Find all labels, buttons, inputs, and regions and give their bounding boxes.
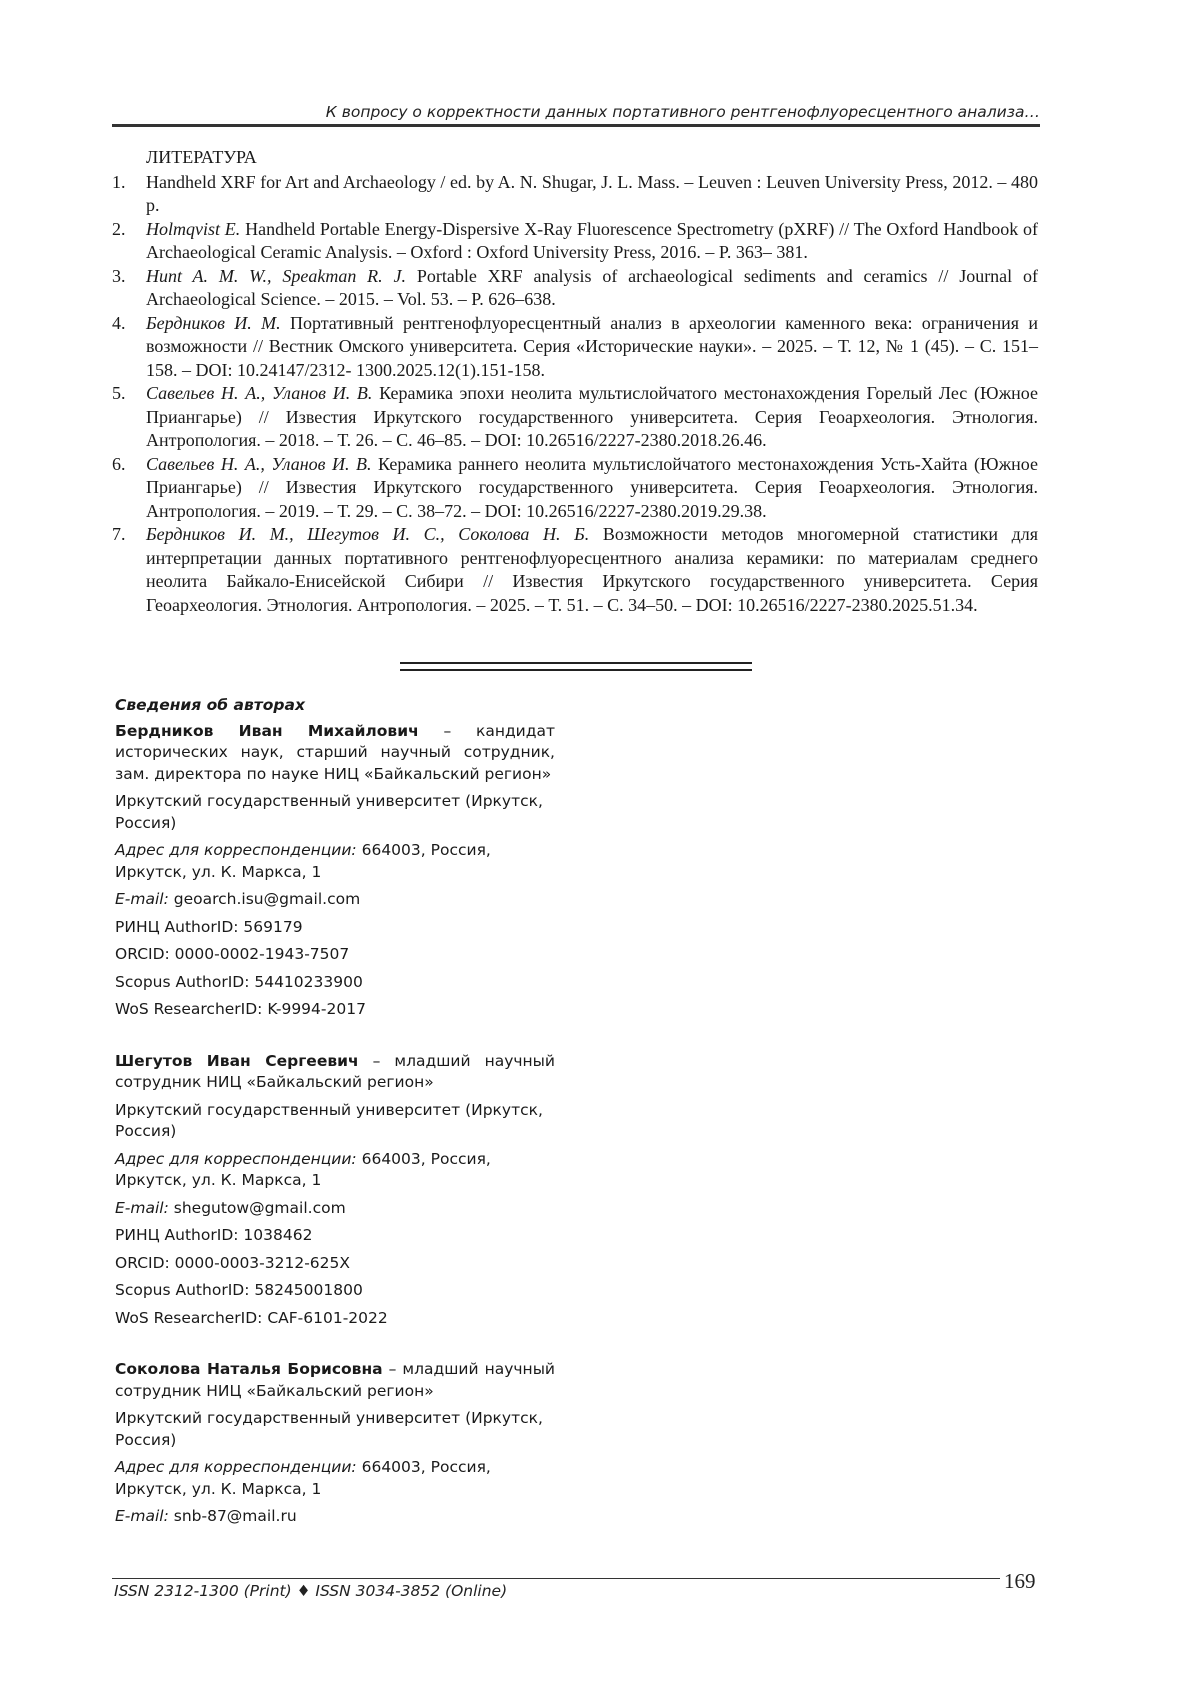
reference-text <box>146 382 1038 453</box>
reference-text <box>146 218 1038 265</box>
reference-details: Портативный рентгенофлуоресцентный анализ в археологии каменного века: ограничения и возможности // Вестник Омского университета. Серия «Исторические науки». – 2025. – Т. 12, № 1 (45). – С. 151–158. – DOI: 10.24147/2312- 1300.2025.12(1).151-158. <box>146 312 1038 380</box>
reference-details: Portable XRF analysis of archaeological sediments and ceramics // Journal of Archaeological Science. – 2015. – Vol. 53. – P. 626–638. <box>146 265 1039 309</box>
author-wos-id: WoS ResearcherID: CAF-6101-2022 <box>115 1308 388 1327</box>
reference-number: 2. <box>112 218 126 239</box>
reference-authors: Бердников И. М. <box>146 312 281 333</box>
footer-rule <box>112 1578 1000 1579</box>
authors-section <box>115 695 555 1558</box>
author-address <box>115 1149 555 1192</box>
reference-authors: Hunt A. M. W., Speakman R. J. <box>146 265 406 286</box>
author-block <box>115 1051 555 1330</box>
running-header: К вопросу о корректности данных портативного рентгенофлуоресцентного анализа… <box>325 103 1040 121</box>
reference-item <box>112 453 1038 524</box>
address-value: 664003, Россия, Иркутск, ул. К. Маркса, 1 <box>115 841 491 881</box>
author-orcid: ORCID: 0000-0002-1943-7507 <box>115 945 350 963</box>
reference-text <box>146 523 1038 617</box>
author-position: – кандидат исторических наук, старший научный сотрудник, зам. директора по науке НИЦ «Байкальский регион» <box>115 721 555 783</box>
reference-authors: Савельев Н. А., Уланов И. В. <box>146 453 372 474</box>
author-email <box>115 1198 555 1220</box>
reference-text <box>146 453 1038 524</box>
address-label: Адрес для корреспонденции: <box>115 1458 357 1476</box>
author-position: – младший научный сотрудник НИЦ «Байкальский регион» <box>115 1360 556 1400</box>
email-value[interactable]: snb-87@mail.ru <box>168 1507 297 1525</box>
author-position: – младший научный сотрудник НИЦ «Байкальский регион» <box>115 1051 555 1091</box>
reference-text <box>146 265 1038 312</box>
author-rinc-id: РИНЦ AuthorID: 1038462 <box>115 1226 313 1244</box>
reference-number: 5. <box>112 383 126 403</box>
author-name: Соколова Наталья Борисовна <box>115 1360 383 1378</box>
references-section <box>112 146 1038 617</box>
header-rule <box>112 124 1040 127</box>
reference-details: Керамика эпохи неолита мультислойчатого местонахождения Горелый Лес (Южное Приангарье) // Известия Иркутского государственного университета. Серия Геоархеология. Этнология. Антропология. – 2018. – Т. 26. – С. 46–85. – DOI: 10.26516/2227-2380.2018.26.46. <box>146 383 1039 450</box>
address-label: Адрес для корреспонденции: <box>115 841 357 859</box>
author-scopus-id: Scopus AuthorID: 54410233900 <box>115 972 363 991</box>
reference-authors: Holmqvist E. <box>146 218 241 239</box>
section-divider <box>400 662 752 671</box>
reference-item <box>112 218 1038 265</box>
address-value: 664003, Россия, Иркутск, ул. К. Маркса, 1 <box>115 1149 491 1189</box>
author-address <box>115 840 555 883</box>
author-bio <box>115 1051 555 1094</box>
reference-number: 7. <box>112 524 126 544</box>
reference-list <box>112 171 1038 618</box>
author-rinc-id: РИНЦ AuthorID: 569179 <box>115 917 303 936</box>
reference-text <box>146 171 1038 218</box>
reference-item <box>112 171 1038 218</box>
reference-details: Handheld XRF for Art and Archaeology / ed. by A. N. Shugar, J. L. Mass. – Leuven : Leuven University Press, 2012. – 480 p. <box>146 171 1038 215</box>
reference-item <box>112 265 1038 312</box>
reference-authors: Савельев Н. А., Уланов И. В. <box>146 383 373 403</box>
address-value: 664003, Россия, Иркутск, ул. К. Маркса, 1 <box>115 1458 491 1498</box>
reference-number: 3. <box>112 265 126 286</box>
reference-number: 4. <box>112 312 126 333</box>
reference-item <box>112 312 1038 383</box>
author-affiliation: Иркутский государственный университет (Иркутск, Россия) <box>115 792 543 832</box>
author-block <box>115 1359 555 1528</box>
author-block <box>115 721 555 1021</box>
author-bio <box>115 1359 555 1402</box>
reference-details: Handheld Portable Energy-Dispersive X-Ray Fluorescence Spectrometry (pXRF) // The Oxford Handbook of Archaeological Ceramic Analysis. – Oxford : Oxford University Press, 2016. – P. 363– 381. <box>146 218 1038 262</box>
reference-details: Керамика раннего неолита мультислойчатого местонахождения Усть-Хайта (Южное Приангарье) // Известия Иркутского государственного университета. Серия Геоархеология. Этнология. Антропология. – 2019. – Т. 29. – С. 38–72. – DOI: 10.26516/2227-2380.2019.29.38. <box>146 453 1038 521</box>
email-label: E-mail: <box>115 1507 169 1525</box>
reference-item <box>112 523 1038 617</box>
author-affiliation: Иркутский государственный университет (Иркутск, Россия) <box>115 1409 543 1449</box>
reference-item <box>112 382 1038 453</box>
author-name: Шегутов Иван Сергеевич <box>115 1051 359 1070</box>
address-label: Адрес для корреспонденции: <box>115 1149 357 1168</box>
email-label: E-mail: <box>115 890 169 908</box>
reference-number: 6. <box>112 453 126 474</box>
author-orcid: ORCID: 0000-0003-3212-625X <box>115 1253 350 1272</box>
author-name: Бердников Иван Михайлович <box>115 721 419 740</box>
author-bio <box>115 721 555 786</box>
author-address <box>115 1457 555 1500</box>
email-value[interactable]: geoarch.isu@gmail.com <box>168 890 361 908</box>
author-wos-id: WoS ResearcherID: K-9994-2017 <box>115 1000 366 1018</box>
page-number: 169 <box>1004 1569 1036 1593</box>
authors-heading: Сведения об авторах <box>115 696 305 714</box>
reference-text <box>146 312 1038 383</box>
author-scopus-id: Scopus AuthorID: 58245001800 <box>115 1281 363 1299</box>
reference-number: 1. <box>112 171 126 192</box>
author-affiliation: Иркутский государственный университет (Иркутск, Россия) <box>115 1100 543 1140</box>
email-value[interactable]: shegutow@gmail.com <box>168 1198 346 1217</box>
references-heading: ЛИТЕРАТУРА <box>146 147 257 167</box>
author-email <box>115 1506 555 1528</box>
author-email <box>115 889 555 911</box>
email-label: E-mail: <box>115 1198 169 1217</box>
reference-authors: Бердников И. М., Шегутов И. С., Соколова Н. Б. <box>146 524 590 544</box>
footer-issn: ISSN 2312-1300 (Print) ♦ ISSN 3034-3852 (Online) <box>114 1582 508 1600</box>
reference-details: Возможности методов многомерной статистики для интерпретации данных портативного рентгенофлуоресцентного анализа керамики: по материалам среднего неолита Байкало-Енисейской Сибири // Известия Иркутского государственного университета. Серия Геоархеология. Этнология. Антропология. – 2025. – Т. 51. – С. 34–50. – DOI: 10.26516/2227-2380.2025.51.34. <box>146 524 1038 615</box>
